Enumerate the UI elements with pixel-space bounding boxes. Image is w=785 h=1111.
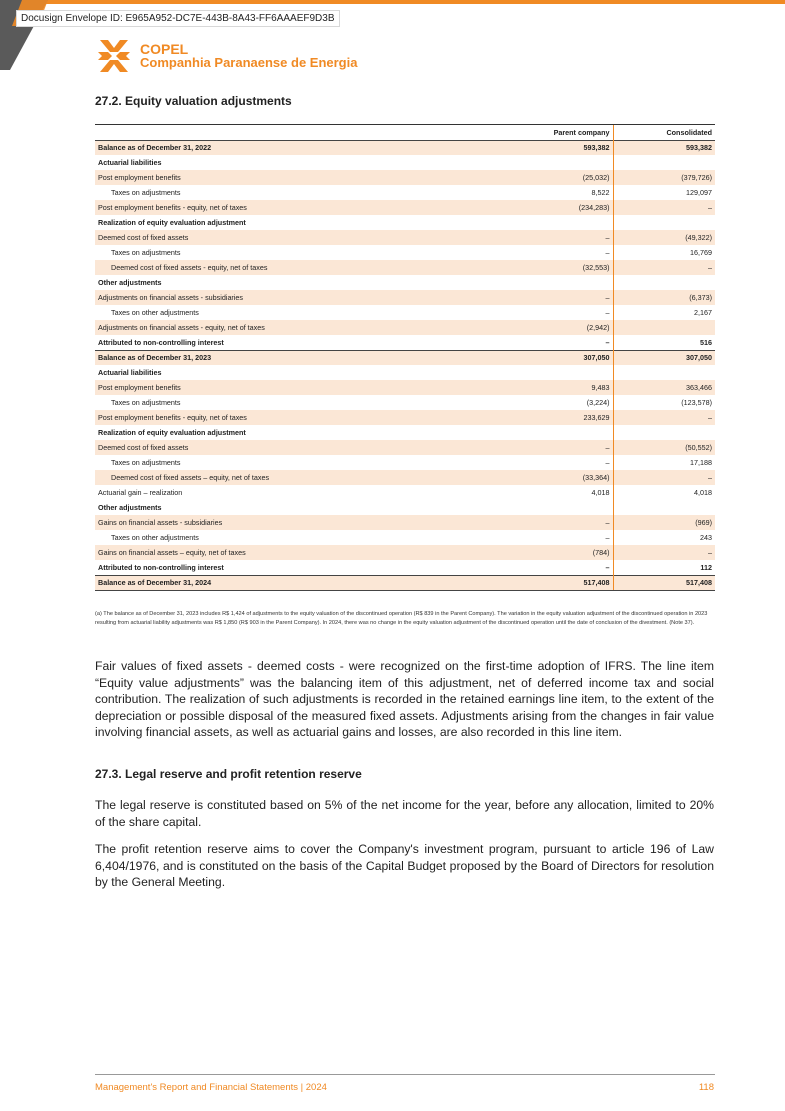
row-label: Taxes on adjustments	[95, 245, 515, 260]
row-consolidated-value: –	[613, 545, 715, 560]
table-row	[95, 155, 715, 170]
table-row	[95, 290, 715, 305]
table-row	[95, 245, 715, 260]
table-row	[95, 380, 715, 395]
row-label: Actuarial liabilities	[95, 155, 515, 170]
row-parent-value: (2,942)	[515, 320, 613, 335]
row-parent-value: (3,224)	[515, 395, 613, 410]
row-parent-value: –	[515, 290, 613, 305]
row-label: Deemed cost of fixed assets – equity, net of taxes	[95, 470, 515, 485]
paragraph-profit-retention: The profit retention reserve aims to cover the Company's investment program, pursuant to article 196 of Law 6,404/1976, and is constituted on the basis of the Capital Budget proposed by the Board of Directors for resolution by the General Meeting.	[95, 842, 714, 889]
row-consolidated-value: 516	[613, 335, 715, 350]
row-label: Taxes on other adjustments	[95, 530, 515, 545]
row-label: Gains on financial assets - subsidiaries	[95, 515, 515, 530]
row-consolidated-value: (969)	[613, 515, 715, 530]
row-parent-value: –	[515, 305, 613, 320]
row-parent-value: –	[515, 455, 613, 470]
row-consolidated-value: 17,188	[613, 455, 715, 470]
table-row	[95, 455, 715, 470]
section-heading-27-2: 27.2. Equity valuation adjustments	[95, 94, 292, 108]
table-row	[95, 365, 715, 380]
row-label: Actuarial liabilities	[95, 365, 515, 380]
row-parent-value: 307,050	[515, 350, 613, 365]
row-consolidated-value: 129,097	[613, 185, 715, 200]
row-label: Attributed to non-controlling interest	[95, 335, 515, 350]
row-parent-value: –	[515, 515, 613, 530]
row-consolidated-value: –	[613, 200, 715, 215]
table-row	[95, 470, 715, 485]
table-row	[95, 440, 715, 455]
row-consolidated-value	[613, 425, 715, 440]
table-row	[95, 545, 715, 560]
envelope-id: Docusign Envelope ID: E965A952-DC7E-443B-8A43-FF6AAAEF9D3B	[16, 10, 340, 27]
table-row	[95, 560, 715, 575]
table-row	[95, 230, 715, 245]
row-consolidated-value: –	[613, 260, 715, 275]
row-consolidated-value	[613, 275, 715, 290]
row-label: Post employment benefits	[95, 170, 515, 185]
row-parent-value: 9,483	[515, 380, 613, 395]
row-label: Taxes on adjustments	[95, 395, 515, 410]
copel-logo	[96, 38, 357, 74]
table-row	[95, 575, 715, 590]
equity-table-container	[95, 124, 715, 591]
header-parent-company: Parent company	[515, 125, 613, 140]
table-row	[95, 140, 715, 155]
row-parent-value	[515, 500, 613, 515]
table-row	[95, 275, 715, 290]
row-label: Deemed cost of fixed assets	[95, 230, 515, 245]
row-parent-value: (25,032)	[515, 170, 613, 185]
row-label: Attributed to non-controlling interest	[95, 560, 515, 575]
row-consolidated-value: (123,578)	[613, 395, 715, 410]
logo-title: COPEL	[140, 41, 189, 57]
row-parent-value: –	[515, 335, 613, 350]
row-consolidated-value: 2,167	[613, 305, 715, 320]
logo-subtitle: Companhia Paranaense de Energia	[140, 55, 358, 70]
row-label: Post employment benefits - equity, net of taxes	[95, 200, 515, 215]
table-row	[95, 425, 715, 440]
row-label: Taxes on other adjustments	[95, 305, 515, 320]
row-consolidated-value	[613, 215, 715, 230]
row-consolidated-value	[613, 365, 715, 380]
row-parent-value: (32,553)	[515, 260, 613, 275]
row-parent-value	[515, 215, 613, 230]
row-label: Other adjustments	[95, 275, 515, 290]
table-row	[95, 410, 715, 425]
row-consolidated-value: (379,726)	[613, 170, 715, 185]
row-consolidated-value: 593,382	[613, 140, 715, 155]
row-consolidated-value: (50,552)	[613, 440, 715, 455]
row-consolidated-value: –	[613, 410, 715, 425]
row-label: Post employment benefits	[95, 380, 515, 395]
table-row	[95, 530, 715, 545]
row-label: Taxes on adjustments	[95, 455, 515, 470]
row-consolidated-value: –	[613, 470, 715, 485]
table-row	[95, 200, 715, 215]
row-parent-value: 233,629	[515, 410, 613, 425]
row-label: Deemed cost of fixed assets	[95, 440, 515, 455]
row-consolidated-value: 4,018	[613, 485, 715, 500]
row-parent-value	[515, 425, 613, 440]
row-parent-value: –	[515, 560, 613, 575]
section-heading-27-3: 27.3. Legal reserve and profit retention reserve	[95, 767, 362, 781]
row-consolidated-value: 16,769	[613, 245, 715, 260]
row-parent-value: 4,018	[515, 485, 613, 500]
row-consolidated-value	[613, 500, 715, 515]
table-row	[95, 395, 715, 410]
table-header-row	[95, 125, 715, 140]
row-consolidated-value: (6,373)	[613, 290, 715, 305]
table-row	[95, 260, 715, 275]
row-parent-value: (784)	[515, 545, 613, 560]
row-consolidated-value: 307,050	[613, 350, 715, 365]
row-parent-value: 8,522	[515, 185, 613, 200]
row-label: Gains on financial assets – equity, net of taxes	[95, 545, 515, 560]
row-label: Adjustments on financial assets - equity, net of taxes	[95, 320, 515, 335]
row-consolidated-value: 517,408	[613, 575, 715, 590]
table-row	[95, 170, 715, 185]
row-parent-value	[515, 365, 613, 380]
page-number: 118	[698, 1082, 714, 1093]
table-row	[95, 500, 715, 515]
row-parent-value: (234,283)	[515, 200, 613, 215]
row-parent-value: 517,408	[515, 575, 613, 590]
row-label: Adjustments on financial assets - subsidiaries	[95, 290, 515, 305]
row-label: Actuarial gain – realization	[95, 485, 515, 500]
table-row	[95, 350, 715, 365]
table-row	[95, 215, 715, 230]
row-label: Balance as of December 31, 2024	[95, 575, 515, 590]
row-consolidated-value: 112	[613, 560, 715, 575]
paragraph-fair-values: Fair values of fixed assets - deemed costs - were recognized on the first-time adoption of IFRS. The line item “Equity value adjustments” was the balancing item of this adjustment, net of deferred income tax and social contribution. The realization of such adjustments is recorded in the retained earnings line item, to the extent of the depreciation or possible disposal of the measured fixed assets. Adjustments arising from the changes in fair value involving financial assets, as well as actuarial gains and losses, are also recorded in this line item.	[95, 659, 714, 739]
paragraph-legal-reserve: The legal reserve is constituted based on 5% of the net income for the year, before any allocation, limited to 20% of the share capital.	[95, 798, 714, 829]
table-row	[95, 485, 715, 500]
row-parent-value: –	[515, 230, 613, 245]
copel-logo-icon	[96, 38, 132, 74]
row-parent-value	[515, 275, 613, 290]
row-label: Deemed cost of fixed assets - equity, net of taxes	[95, 260, 515, 275]
row-parent-value: –	[515, 530, 613, 545]
table-footnote: (a) The balance as of December 31, 2023 includes R$ 1,424 of adjustments to the equity valuation of the discontinued operation (R$ 839 in the Parent Company). The variation in the equity valuation adjustment of the discontinued operation in 2023 resulting from actuarial liability adjustments was R$ 1,850 (R$ 903 in the Parent Company). In 2024, there was no change in the equity valuation adjustment of the discontinued operation until the date of conclusion of the divestment. (Note 37).	[95, 611, 708, 626]
row-consolidated-value	[613, 155, 715, 170]
row-parent-value: (33,364)	[515, 470, 613, 485]
row-consolidated-value: 243	[613, 530, 715, 545]
row-parent-value: 593,382	[515, 140, 613, 155]
row-parent-value: –	[515, 440, 613, 455]
footer-title: Management's Report and Financial Statements | 2024	[95, 1082, 327, 1093]
top-accent-stripe	[0, 0, 785, 4]
row-label: Post employment benefits - equity, net of taxes	[95, 410, 515, 425]
row-label: Realization of equity evaluation adjustment	[95, 425, 515, 440]
table-row	[95, 305, 715, 320]
table-row	[95, 515, 715, 530]
table-row	[95, 185, 715, 200]
table-row	[95, 335, 715, 350]
footer-rule	[95, 1074, 715, 1075]
row-consolidated-value: (49,322)	[613, 230, 715, 245]
header-consolidated: Consolidated	[613, 125, 715, 140]
header-label	[95, 125, 515, 140]
row-label: Balance as of December 31, 2022	[95, 140, 515, 155]
equity-valuation-table	[95, 125, 715, 591]
row-label: Balance as of December 31, 2023	[95, 350, 515, 365]
row-label: Other adjustments	[95, 500, 515, 515]
row-parent-value	[515, 155, 613, 170]
row-parent-value: –	[515, 245, 613, 260]
row-label: Taxes on adjustments	[95, 185, 515, 200]
table-row	[95, 320, 715, 335]
row-label: Realization of equity evaluation adjustment	[95, 215, 515, 230]
row-consolidated-value	[613, 320, 715, 335]
row-consolidated-value: 363,466	[613, 380, 715, 395]
